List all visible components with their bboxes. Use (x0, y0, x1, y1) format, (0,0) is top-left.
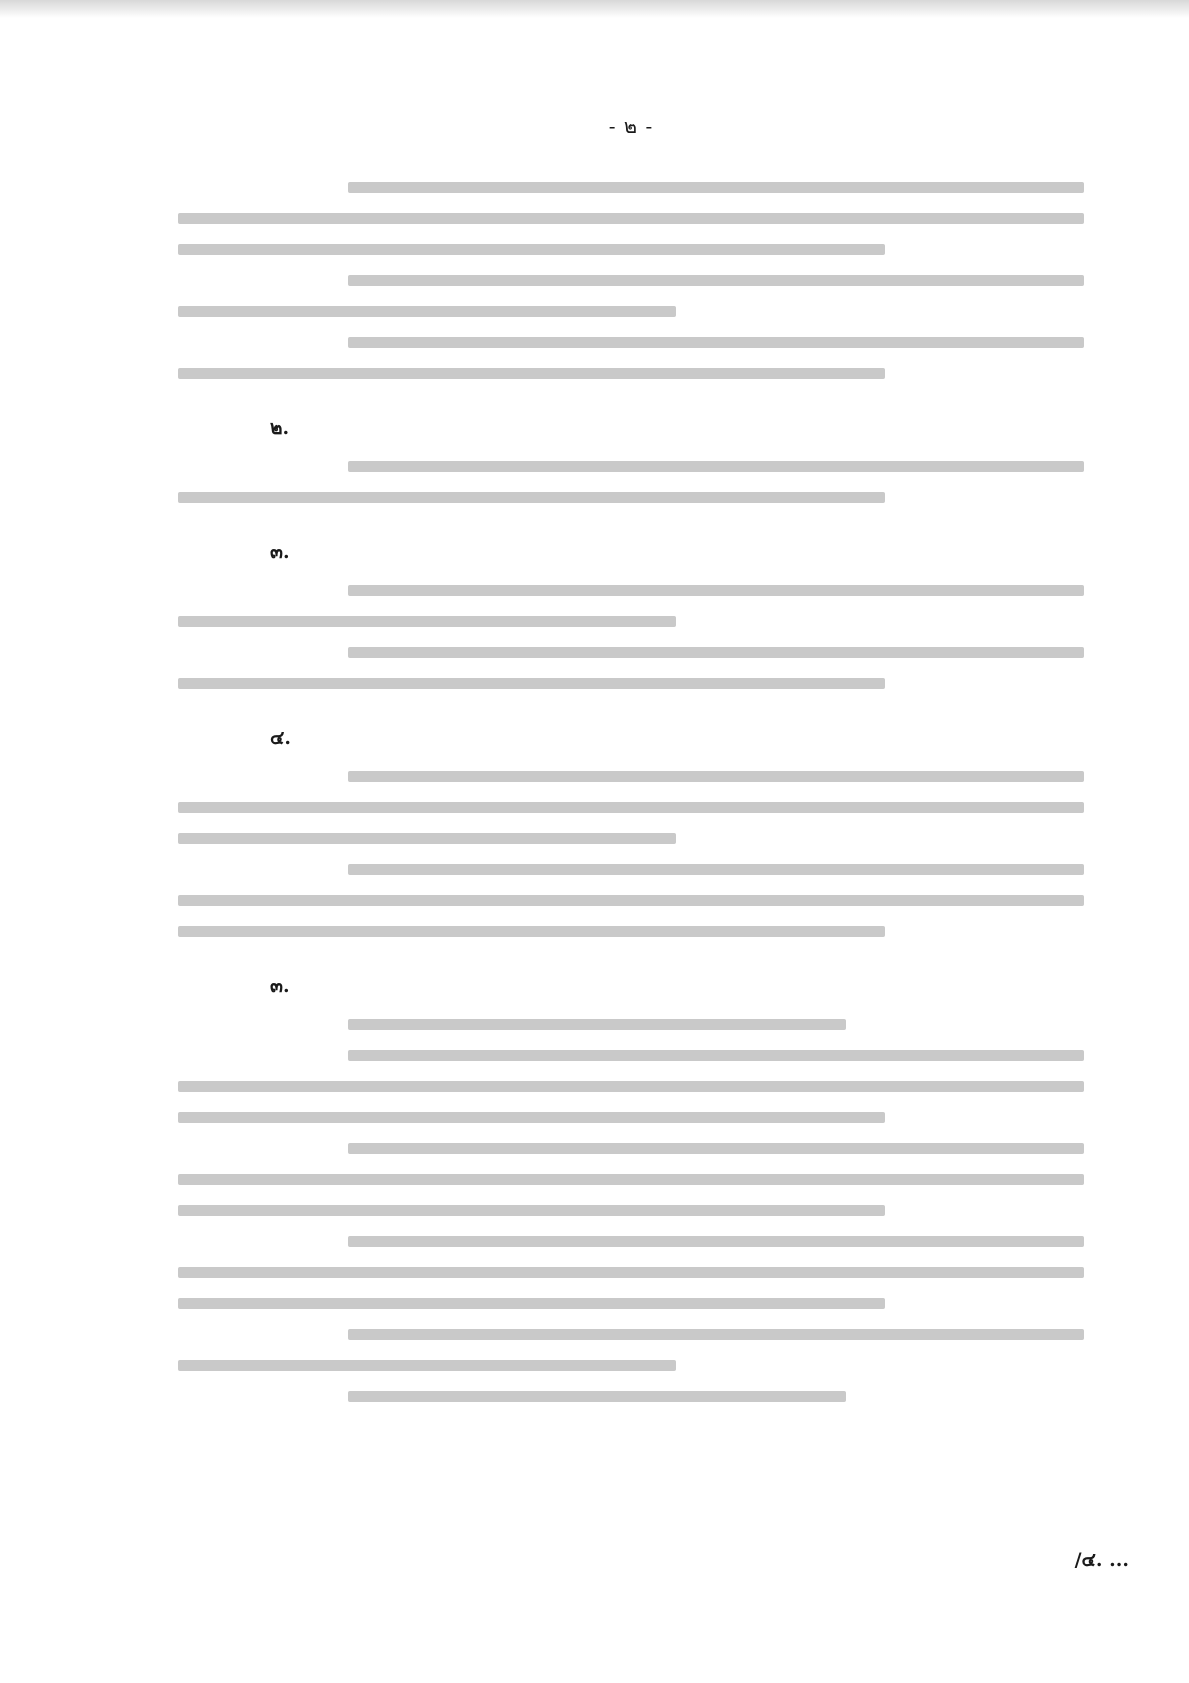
paragraph-placeholder (178, 1391, 1084, 1402)
page-number: - ๒ - (608, 114, 654, 138)
section-heading (270, 971, 1084, 1001)
paragraph-placeholder (178, 1050, 1084, 1123)
section-number: ๓. (270, 975, 290, 997)
section-block (178, 182, 1084, 379)
document-page (178, 110, 1084, 1436)
paragraph-placeholder (178, 275, 1084, 317)
paragraph-placeholder (178, 1143, 1084, 1216)
scan-edge (0, 0, 1189, 18)
section-heading (270, 537, 1084, 567)
continuation-note: /๔. ... (1074, 1549, 1129, 1571)
paragraph-placeholder (178, 1019, 1084, 1030)
section-heading (270, 723, 1084, 753)
paragraph-placeholder (178, 1329, 1084, 1371)
section-block (178, 723, 1084, 937)
section-block (178, 971, 1084, 1402)
paragraph-placeholder (178, 1236, 1084, 1309)
section-number: ๔. (270, 727, 291, 749)
paragraph-placeholder (178, 864, 1084, 937)
section-block (178, 413, 1084, 503)
paragraph-placeholder (178, 771, 1084, 844)
paragraph-placeholder (178, 182, 1084, 255)
paragraph-placeholder (178, 461, 1084, 503)
section-number: ๓. (270, 541, 290, 563)
paragraph-placeholder (178, 585, 1084, 627)
paragraph-placeholder (178, 647, 1084, 689)
paragraph-placeholder (178, 337, 1084, 379)
section-heading (270, 413, 1084, 443)
section-number: ๒. (270, 417, 290, 439)
section-block (178, 537, 1084, 689)
